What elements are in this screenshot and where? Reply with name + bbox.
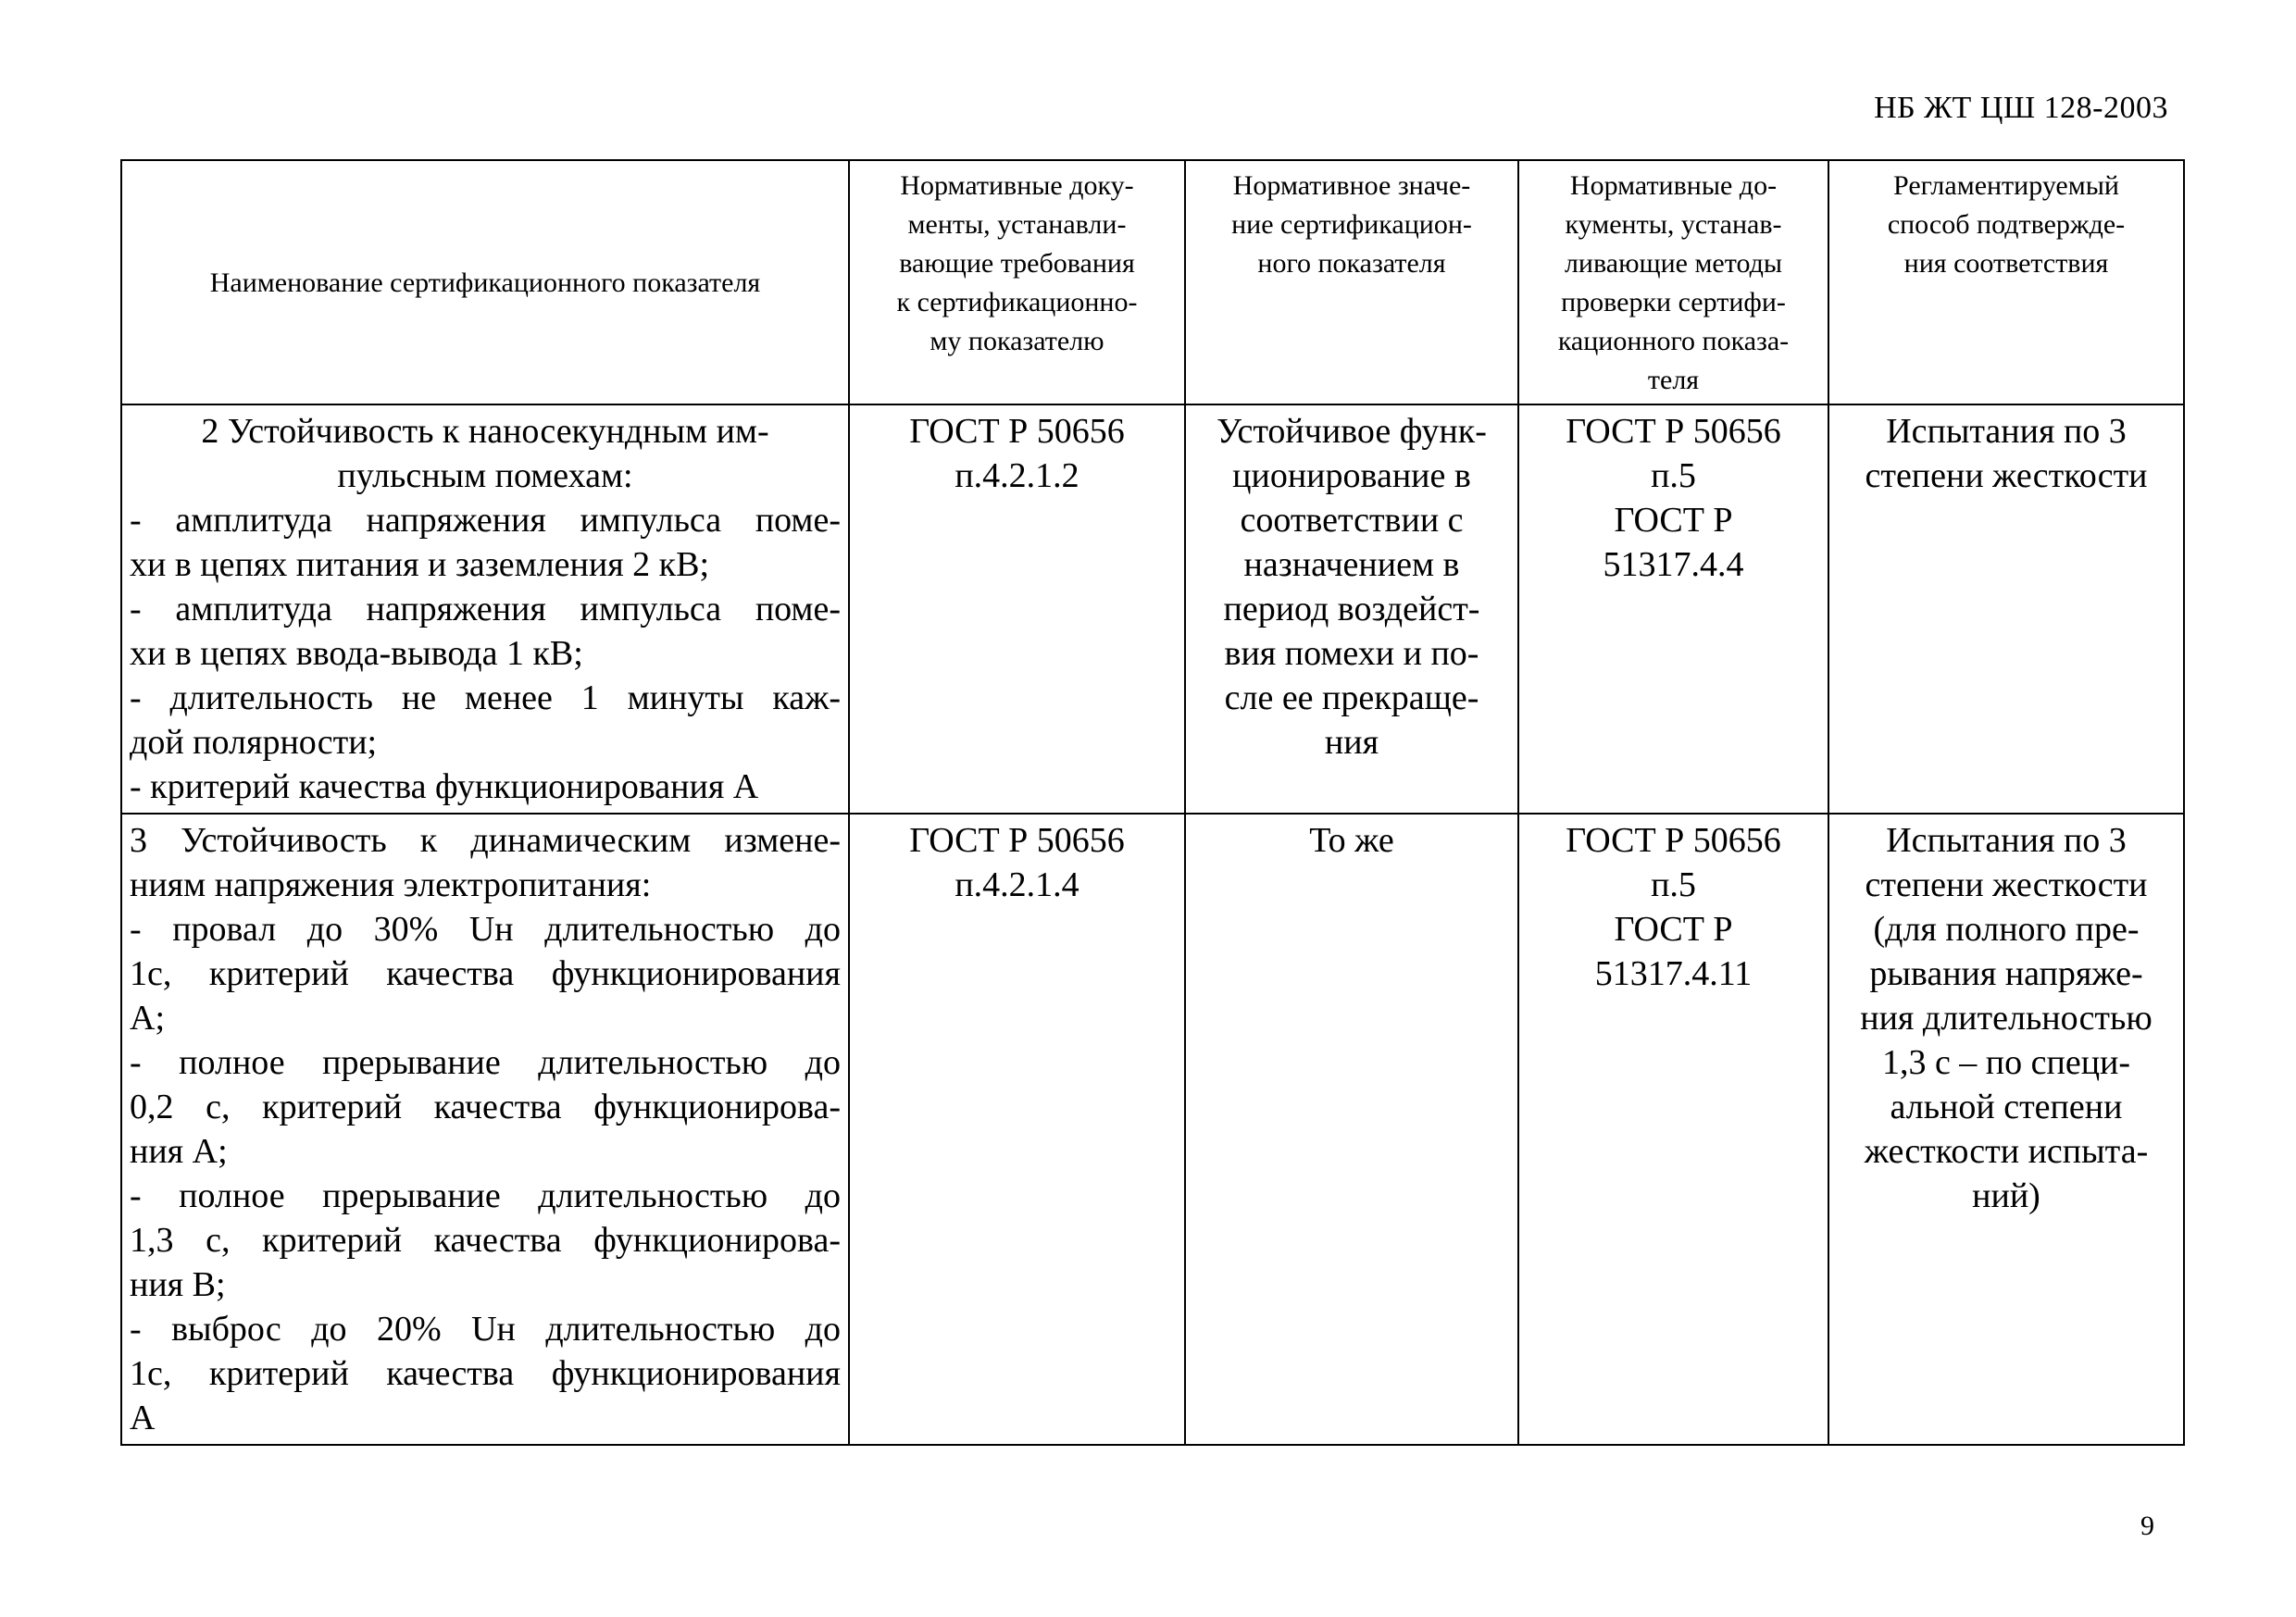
cell-normative-value-line: соответствии с — [1240, 501, 1464, 540]
header-line: ливающие методы — [1564, 248, 1783, 279]
cell-indicator-line: 3 Устойчивость к динамическим измене- — [130, 821, 841, 860]
cell-normative-value-line: Устойчивое функ- — [1217, 412, 1487, 451]
cell-indicator-line: 1с, критерий качества функционирования — [130, 954, 841, 993]
cell-indicator-line: - полное прерывание длительностью до — [130, 1043, 841, 1082]
cell-indicator-line: 0,2 с, критерий качества функционирова- — [130, 1088, 841, 1126]
header-confirmation-method — [1828, 160, 2184, 404]
cell-confirmation-line: альной степени — [1890, 1088, 2123, 1126]
header-line: Нормативные до- — [1569, 170, 1778, 201]
cell-confirmation-line: ний) — [1972, 1176, 2040, 1215]
cell-normative-value-line: ционирование в — [1232, 456, 1471, 495]
cell-normative-value-line: вия помехи и по- — [1224, 634, 1479, 673]
cell-indicator-line: - выброс до 20% Uн длительностью до — [130, 1310, 841, 1349]
cell-method-docs — [1518, 404, 1828, 814]
cell-indicator-line: ния А; — [130, 1132, 228, 1171]
cell-confirmation — [1828, 404, 2184, 814]
cell-normative-value-line: период воздейст- — [1223, 590, 1480, 628]
header-line: кационного показа- — [1557, 326, 1790, 356]
header-line: ния соответствия — [1903, 248, 2109, 279]
cell-confirmation-line: степени жесткости — [1865, 456, 2148, 495]
header-line: кументы, устанав- — [1565, 209, 1782, 240]
document-code: НБ ЖТ ЦШ 128-2003 — [1874, 91, 2168, 125]
cell-requirement-docs-line: ГОСТ Р 50656 — [909, 412, 1125, 451]
cell-confirmation-line: Испытания по 3 — [1886, 821, 2127, 860]
cell-confirmation-line: ния длительностью — [1860, 999, 2152, 1038]
header-method-docs — [1518, 160, 1828, 404]
header-line: ние сертификацион- — [1231, 209, 1472, 240]
header-line: способ подтвержде- — [1887, 209, 2126, 240]
header-line: менты, устанавли- — [907, 209, 1127, 240]
header-normative-value — [1185, 160, 1518, 404]
cell-requirement-docs-line: п.4.2.1.4 — [955, 865, 1079, 904]
header-line: Нормативные доку- — [900, 170, 1134, 201]
cell-indicator — [121, 404, 849, 814]
cell-method-docs-line: п.5 — [1651, 865, 1696, 904]
cell-indicator-line: - амплитуда напряжения импульса поме- — [130, 501, 841, 540]
cell-normative-value-line: назначением в — [1243, 545, 1460, 584]
cell-normative-value — [1185, 814, 1518, 1445]
cell-method-docs-line: 51317.4.11 — [1594, 954, 1753, 993]
header-line: Нормативное значе- — [1232, 170, 1471, 201]
cell-indicator-line: - провал до 30% Uн длительностью до — [130, 910, 841, 949]
cell-indicator-line: - критерий качества функционирования А — [130, 767, 759, 806]
cell-requirement-docs-line: п.4.2.1.2 — [955, 456, 1079, 495]
table-header-row — [121, 160, 2184, 404]
table-row — [121, 404, 2184, 814]
cell-method-docs-line: ГОСТ Р — [1614, 501, 1733, 540]
cell-normative-value-line: То же — [1309, 821, 1394, 860]
cell-indicator-line: А; — [130, 999, 165, 1038]
header-line: Регламентируемый — [1893, 170, 2119, 201]
header-line: теля — [1647, 365, 1700, 395]
header-line: му показателю — [930, 326, 1104, 356]
certification-table — [120, 159, 2185, 1446]
cell-confirmation-line: рывания напряже- — [1869, 954, 2143, 993]
header-line: Наименование сертификационного показателя — [209, 267, 761, 298]
cell-requirement-docs — [849, 814, 1185, 1445]
cell-indicator-line: хи в цепях питания и заземления 2 кВ; — [130, 545, 710, 584]
cell-indicator-line: ниям напряжения электропитания: — [130, 865, 652, 904]
cell-indicator-line: 1с, критерий качества функционирования — [130, 1354, 841, 1393]
cell-confirmation-line: (для полного пре- — [1873, 910, 2140, 949]
cell-indicator-line: ния В; — [130, 1265, 226, 1304]
page-number: 9 — [2140, 1511, 2154, 1541]
cell-requirement-docs — [849, 404, 1185, 814]
table-row — [121, 814, 2184, 1445]
cell-indicator-line: дой полярности; — [130, 723, 378, 762]
cell-method-docs-line: ГОСТ Р — [1614, 910, 1733, 949]
cell-indicator-line: - полное прерывание длительностью до — [130, 1176, 841, 1215]
header-line: ного показателя — [1257, 248, 1446, 279]
header-requirement-docs — [849, 160, 1185, 404]
cell-indicator-line: А — [130, 1399, 156, 1437]
header-line: проверки сертифи- — [1561, 287, 1786, 317]
cell-method-docs-line: ГОСТ Р 50656 — [1566, 821, 1781, 860]
cell-normative-value-line: сле ее прекраще- — [1224, 678, 1479, 717]
cell-indicator-line: 1,3 с, критерий качества функционирова- — [130, 1221, 841, 1260]
cell-indicator — [121, 814, 849, 1445]
cell-confirmation-line: степени жесткости — [1865, 865, 2148, 904]
cell-indicator-line: - длительность не менее 1 минуты каж- — [130, 678, 841, 717]
cell-normative-value-line: ния — [1324, 723, 1379, 762]
cell-requirement-docs-line: ГОСТ Р 50656 — [909, 821, 1125, 860]
cell-confirmation-line: жесткости испыта- — [1864, 1132, 2149, 1171]
header-indicator-name — [121, 160, 849, 404]
cell-indicator-line: хи в цепях ввода-вывода 1 кВ; — [130, 634, 583, 673]
cell-method-docs — [1518, 814, 1828, 1445]
cell-indicator-line: пульсным помехам: — [337, 456, 633, 495]
header-line: вающие требования — [899, 248, 1135, 279]
cell-method-docs-line: ГОСТ Р 50656 — [1566, 412, 1781, 451]
cell-method-docs-line: 51317.4.4 — [1603, 545, 1744, 584]
cell-indicator-line: 2 Устойчивость к наносекундным им- — [201, 412, 769, 451]
cell-method-docs-line: п.5 — [1651, 456, 1696, 495]
cell-confirmation — [1828, 814, 2184, 1445]
header-line: к сертификационно- — [896, 287, 1138, 317]
cell-confirmation-line: 1,3 с – по специ- — [1881, 1043, 2131, 1082]
cell-indicator-line: - амплитуда напряжения импульса поме- — [130, 590, 841, 628]
cell-confirmation-line: Испытания по 3 — [1886, 412, 2127, 451]
cell-normative-value — [1185, 404, 1518, 814]
